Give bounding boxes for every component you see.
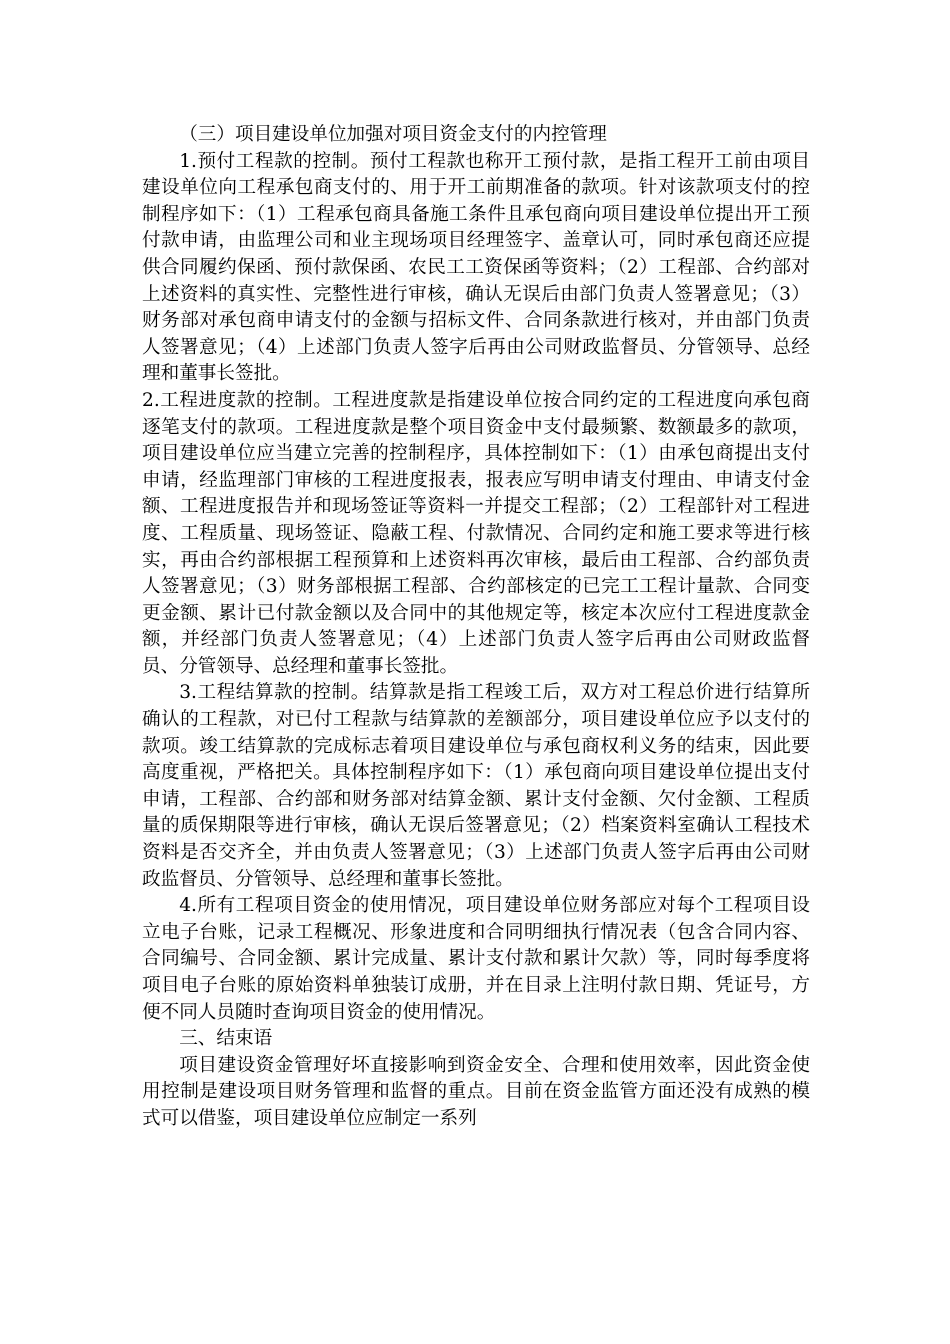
paragraph-advance-payment: 1.预付工程款的控制。预付工程款也称开工预付款，是指工程开工前由项目建设单位向工程承包商支付的、用于开工前期准备的款项。针对该款项支付的控制程序如下：（1）工程承包商具备施工条件且承包商向项目建设单位提出开工预付款申请，由监理公司和业主现场项目经理签字、盖章认可，同时承包商还应提供合同履约保函、预付款保函、农民工工资保函等资料；（2）工程部、合约部对上述资料的真实性、完整性进行审核，确认无误后由部门负责人签署意见；（3）财务部对承包商申请支付的金额与招标文件、合同条款进行核对，并由部门负责人签署意见；（4）上述部门负责人签字后再由公司财政监督员、分管领导、总经理和董事长签批。	[142, 150, 810, 385]
section-heading-3: （三）项目建设单位加强对项目资金支付的内控管理	[179, 124, 607, 145]
paragraph-settlement-payment: 3.工程结算款的控制。结算款是指工程竣工后，双方对工程总价进行结算所确认的工程款，对已付工程款与结算款的差额部分，项目建设单位应予以支付的款项。竣工结算款的完成标志着项目建设单位与承包商权利义务的结束，因此要高度重视，严格把关。具体控制程序如下：（1）承包商向项目建设单位提出支付申请，工程部、合约部和财务部对结算金额、累计支付金额、欠付金额、工程质量的质保期限等进行审核，确认无误后签署意见；（2）档案资料室确认工程技术资料是否交齐全，并由负责人签署意见；（3）上述部门负责人签字后再由公司财政监督员、分管领导、总经理和董事长签批。	[142, 682, 810, 890]
paragraph-fund-usage-ledger: 4.所有工程项目资金的使用情况，项目建设单位财务部应对每个工程项目设立电子台账，记录工程概况、形象进度和合同明细执行情况表（包含合同内容、合同编号、合同金额、累计完成量、累计支付款和累计欠款）等，同时每季度将项目电子台账的原始资料单独装订成册，并在目录上注明付款日期、凭证号，方便不同人员随时查询项目资金的使用情况。	[142, 895, 810, 1023]
document-page	[142, 122, 810, 1133]
paragraph-progress-payment: 2.工程进度款的控制。工程进度款是指建设单位按合同约定的工程进度向承包商逐笔支付的款项。工程进度款是整个项目资金中支付最频繁、数额最多的款项，项目建设单位应当建立完善的控制程序，具体控制如下：（1）由承包商提出支付申请，经监理部门审核的工程进度报表，报表应写明申请支付理由、申请支付金额、工程进度报告并和现场签证等资料一并提交工程部；（2）工程部针对工程进度、工程质量、现场签证、隐蔽工程、付款情况、合同约定和施工要求等进行核实，再由合约部根据工程预算和上述资料再次审核，最后由工程部、合约部负责人签署意见；（3）财务部根据工程部、合约部核定的已完工工程计量款、合同变更金额、累计已付款金额以及合同中的其他规定等，核定本次应付工程进度款金额，并经部门负责人签署意见；（4）上述部门负责人签字后再由公司财政监督员、分管领导、总经理和董事长签批。	[142, 389, 810, 677]
section-heading-conclusion: 三、结束语	[179, 1028, 273, 1050]
paragraph-conclusion: 项目建设资金管理好坏直接影响到资金安全、合理和使用效率，因此资金使用控制是建设项目财务管理和监督的重点。目前在资金监管方面还没有成熟的模式可以借鉴，项目建设单位应制定一系列	[142, 1054, 810, 1129]
